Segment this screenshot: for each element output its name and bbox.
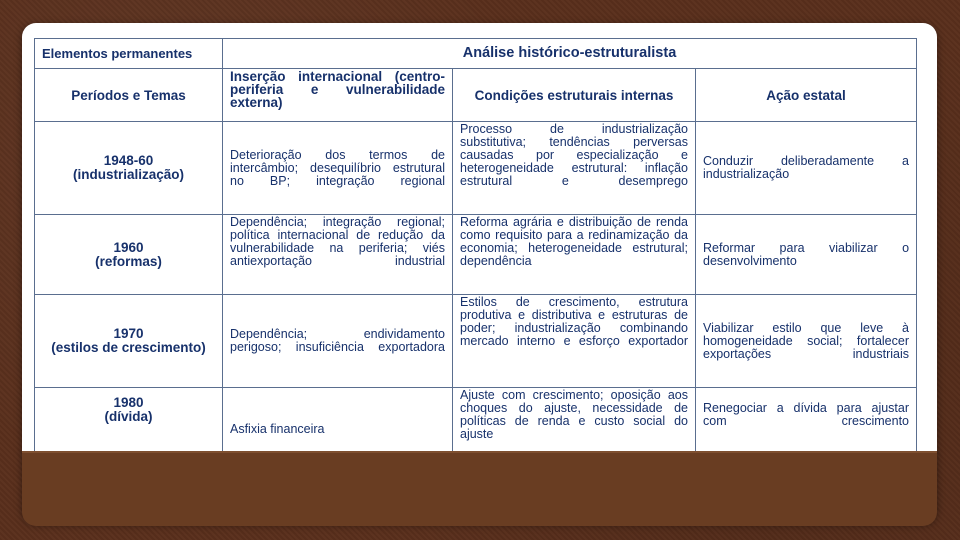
period-cell	[35, 122, 223, 215]
table-row	[35, 122, 917, 215]
column-header-insercao: Inserção internacional (centro-periferia e vulnerabilidade externa)	[223, 69, 453, 122]
period-year: 1980	[113, 395, 144, 410]
group-header: Análise histórico-estruturalista	[223, 39, 917, 69]
column-header-condicoes: Condições estruturais internas	[453, 69, 696, 122]
header-row-top	[35, 39, 917, 69]
insercao-cell: Asfixia financeira	[223, 388, 453, 458]
period-year: 1960	[113, 239, 144, 255]
period-cell	[35, 295, 223, 388]
table-row	[35, 215, 917, 295]
table-row	[35, 388, 917, 458]
acao-cell: Reformar para viabilizar o desenvolvimento	[696, 215, 917, 295]
acao-cell: Conduzir deliberadamente a industrialização	[696, 122, 917, 215]
condicoes-cell: Reforma agrária e distribuição de renda como requisito para a redinamização da economia; heterogeneidade estrutural; dependência	[453, 215, 696, 295]
period-theme: (estilos de crescimento)	[51, 340, 206, 355]
analysis-table	[34, 38, 917, 458]
row-header-label: Períodos e Temas	[35, 69, 223, 122]
period-theme: (dívida)	[104, 409, 153, 424]
acao-cell: Renegociar a dívida para ajustar com crescimento	[696, 388, 917, 458]
header-row-columns	[35, 69, 917, 122]
period-theme: (reformas)	[95, 253, 162, 269]
insercao-cell: Dependência; endividamento perigoso; insuficiência exportadora	[223, 295, 453, 388]
slide-card	[22, 23, 937, 523]
period-cell	[35, 388, 223, 458]
period-year: 1970	[113, 326, 144, 341]
footer-band	[22, 451, 937, 526]
period-year: 1948-60	[103, 153, 154, 168]
insercao-cell: Deterioração dos termos de intercâmbio; desequilíbrio estrutural no BP; integração regional	[223, 122, 453, 215]
condicoes-cell: Ajuste com crescimento; oposição aos choques do ajuste, necessidade de políticas de renda e custo social do ajuste	[453, 388, 696, 458]
period-theme: (industrialização)	[72, 167, 185, 182]
condicoes-cell: Estilos de crescimento, estrutura produtiva e distributiva e estruturas de poder; industrialização combinando mercado interno e esforço exportador	[453, 295, 696, 388]
table-row	[35, 295, 917, 388]
corner-label: Elementos permanentes	[35, 39, 223, 69]
column-header-acao: Ação estatal	[696, 69, 917, 122]
acao-cell: Viabilizar estilo que leve à homogeneidade social; fortalecer exportações industriais	[696, 295, 917, 388]
period-cell	[35, 215, 223, 295]
condicoes-cell: Processo de industrialização substitutiva; tendências perversas causadas por especialização e heterogeneidade estrutural: inflação estrutural e desemprego	[453, 122, 696, 215]
insercao-cell: Dependência; integração regional; política internacional de redução da vulnerabilidade na periferia; viés antiexportação industrial	[223, 215, 453, 295]
